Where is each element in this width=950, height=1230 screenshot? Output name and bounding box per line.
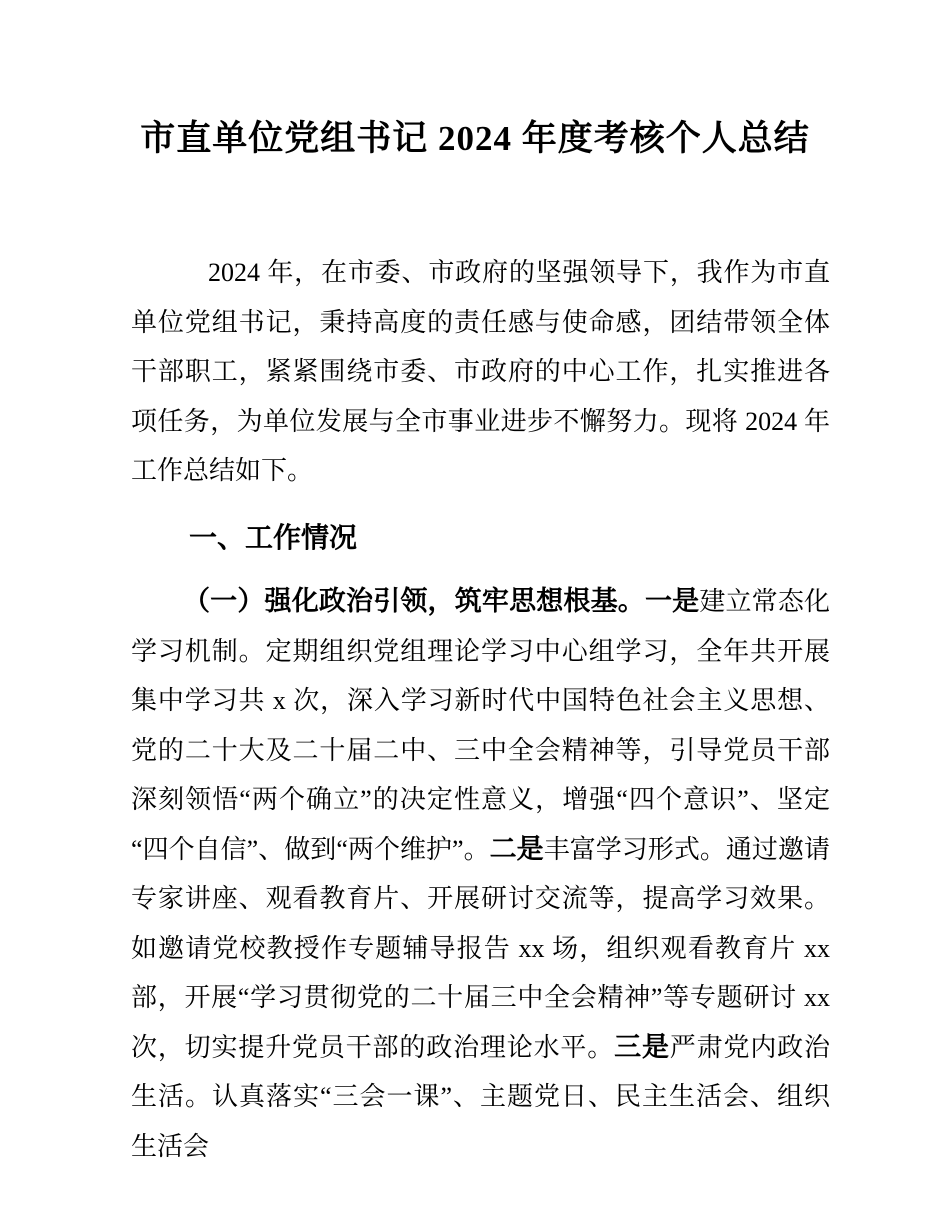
section-1-lead: （一）强化政治引领，筑牢思想根基。 (183, 586, 645, 616)
intro-paragraph: 2024 年，在市委、市政府的坚强领导下，我作为市直单位党组书记，秉持高度的责任感与使命感，团结带领全体干部职工，紧紧围绕市委、市政府的中心工作，扎实推进各项任务，为单位发展与全市事业进步不懈努力。现将 2024 年工作总结如下。 (131, 258, 830, 485)
point-2-label: 二是 (489, 833, 544, 864)
section-heading-work-overview: 一、工作情况 (189, 521, 358, 553)
point-1-text: 建立常态化学习机制。定期组织党组理论学习中心组学习，全年共开展集中学习共 x 次，深入学习新时代中国特色社会主义思想、党的二十大及二十届二中、三中全会精神等，引导党员干部深刻领悟“两个确立”的决定性意义，增强“四个意识”、坚定“四个自信”、做到“两个维护”。 (131, 587, 831, 864)
section-1-paragraph (131, 577, 830, 1171)
point-1-label: 一是 (644, 586, 700, 616)
point-3-text: 严肃党内政治生活。认真落实“三会一课”、主题党日、民主生活会、组织生活会 (131, 1032, 830, 1161)
document-body (131, 248, 830, 1171)
document-title: 市直单位党组书记 2024 年度考核个人总结 (140, 119, 810, 158)
point-3-label: 三是 (614, 1031, 670, 1062)
point-2-text: 丰富学习形式。通过邀请专家讲座、观看教育片、开展研讨交流等，提高学习效果。如邀请党校教授作专题辅导报告 xx 场，组织观看教育片 xx 部，开展“学习贯彻党的二十届三中全会精神”等专题研讨 xx 次，切实提升党员干部的政治理论水平。 (131, 834, 830, 1062)
